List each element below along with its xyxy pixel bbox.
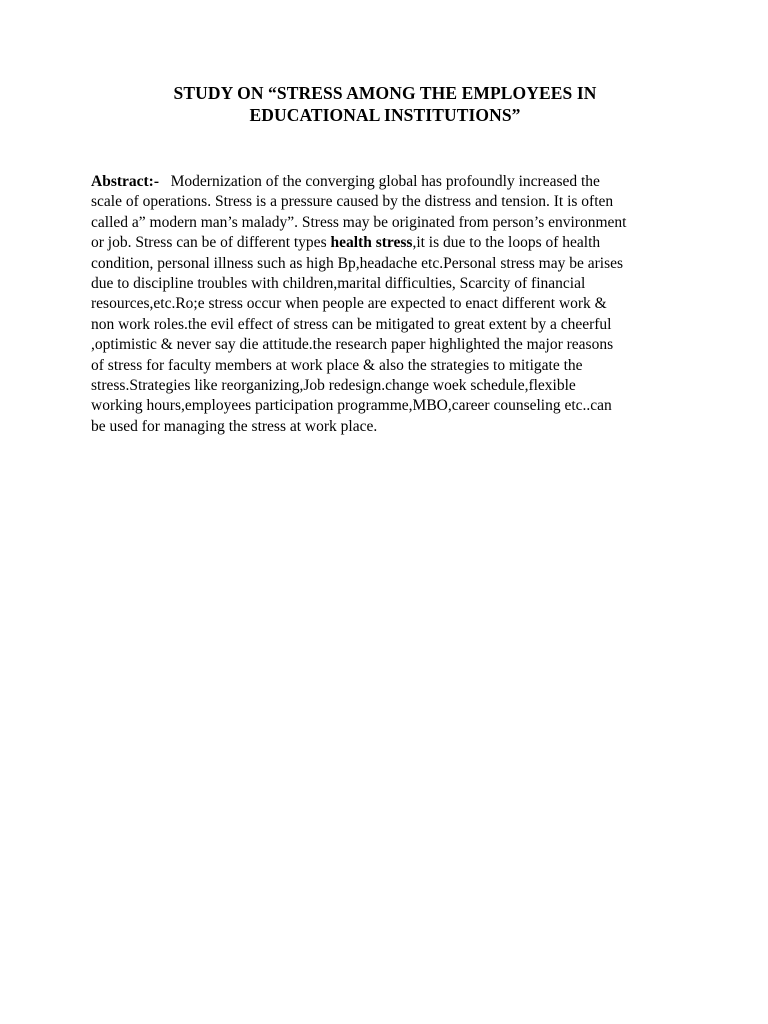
document-title <box>90 82 680 126</box>
abstract-line-3: called a” modern man’s malady”. Stress may be originated from person’s environment <box>91 213 627 231</box>
abstract-line-8: non work roles.the evil effect of stress can be mitigated to great extent by a cheerful <box>91 315 612 333</box>
abstract-line-4-rest: ,it is due to the loops of health <box>412 234 601 252</box>
title-line-2: EDUCATIONAL INSTITUTIONS” <box>249 105 521 125</box>
abstract-line-5: condition, personal illness such as high Bp,headache etc.Personal stress may be arises <box>91 254 624 272</box>
abstract-line-6: due to discipline troubles with children,marital difficulties, Scarcity of financial <box>91 275 586 293</box>
abstract-line-12: working hours,employees participation programme,MBO,career counseling etc..can <box>91 397 612 415</box>
title-line-1: STUDY ON “STRESS AMONG THE EMPLOYEES IN <box>173 83 597 103</box>
abstract-line-13: be used for managing the stress at work place. <box>91 417 378 435</box>
abstract-line-9: ,optimistic & never say die attitude.the research paper highlighted the major reasons <box>91 336 614 354</box>
abstract-line-4 <box>91 233 711 253</box>
abstract-label-gap <box>159 173 171 190</box>
abstract-line-4-text: or job. Stress can be of different types <box>91 234 327 252</box>
abstract-paragraph <box>91 172 711 437</box>
abstract-line-11: stress.Strategies like reorganizing,Job redesign.change woek schedule,flexible <box>91 377 576 395</box>
abstract-label: Abstract:- <box>91 173 160 190</box>
abstract-line-10: of stress for faculty members at work place & also the strategies to mitigate the <box>91 356 583 374</box>
abstract-line-1-text: Modernization of the converging global has profoundly increased the <box>170 173 600 190</box>
abstract-line-2: scale of operations. Stress is a pressure caused by the distress and tension. It is often <box>91 193 614 211</box>
health-stress-term: health stress <box>330 234 413 252</box>
abstract-line-1 <box>91 172 711 192</box>
abstract-line-7: resources,etc.Ro;e stress occur when people are expected to enact different work & <box>91 295 607 313</box>
